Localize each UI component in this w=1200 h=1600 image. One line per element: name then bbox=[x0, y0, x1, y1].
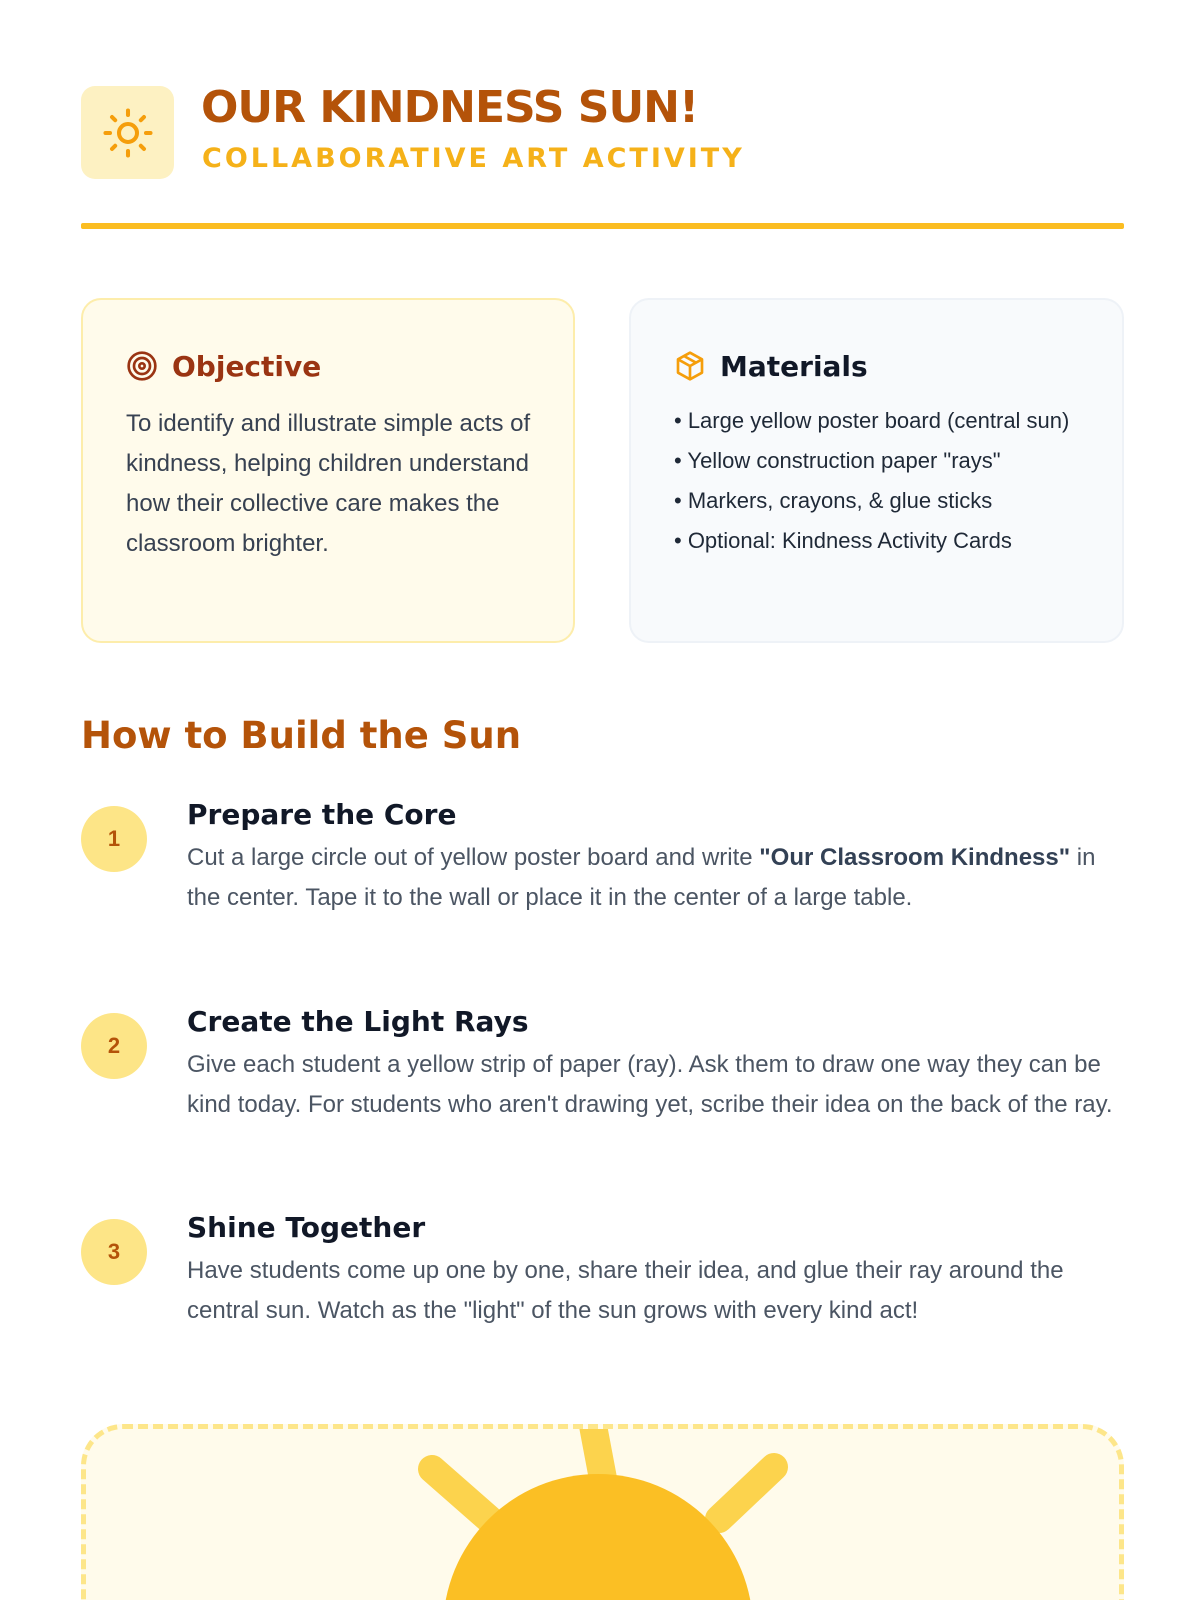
materials-header bbox=[674, 348, 1080, 384]
step-title: Prepare the Core bbox=[187, 798, 457, 831]
page-header bbox=[81, 82, 1124, 230]
list-item: • Markers, crayons, & glue sticks bbox=[674, 488, 993, 513]
step-body-emphasis: "Our Classroom Kindness" bbox=[759, 844, 1071, 871]
objective-text: To identify and illustrate simple acts of kindness, helping children understand how their collective care makes the classroom brighter. bbox=[126, 410, 531, 557]
materials-title: Materials bbox=[720, 349, 868, 383]
logo bbox=[81, 86, 174, 179]
page-title: OUR KINDNESS SUN! bbox=[201, 82, 699, 133]
sun-illustration bbox=[86, 1429, 1119, 1600]
objective-card bbox=[81, 298, 575, 643]
box-icon bbox=[674, 350, 706, 382]
step-number: 1 bbox=[81, 806, 147, 872]
objective-header bbox=[126, 348, 531, 384]
list-item: • Yellow construction paper "rays" bbox=[674, 448, 1001, 473]
sun-icon bbox=[101, 106, 155, 160]
step-number: 3 bbox=[81, 1219, 147, 1285]
step-body-text: Cut a large circle out of yellow poster board and write bbox=[187, 844, 760, 871]
step-number: 2 bbox=[81, 1013, 147, 1079]
sun-ray bbox=[432, 1469, 489, 1519]
objective-title: Objective bbox=[172, 349, 322, 383]
section-title: How to Build the Sun bbox=[81, 714, 522, 757]
list-item: • Optional: Kindness Activity Cards bbox=[674, 528, 1012, 553]
step-body-text: in the center. Tape it to the wall or place it in the center of a large table. bbox=[187, 844, 1096, 911]
sun-illustration-panel bbox=[81, 1424, 1124, 1600]
sun-core bbox=[443, 1474, 753, 1600]
page-subtitle: COLLABORATIVE ART ACTIVITY bbox=[202, 143, 745, 174]
step-body: Give each student a yellow strip of paper (ray). Ask them to draw one way they can be kind today. For students who aren't drawing yet, scribe their idea on the back of the ray. bbox=[187, 1051, 1113, 1118]
target-icon bbox=[126, 350, 158, 382]
list-item: • Large yellow poster board (central sun) bbox=[674, 408, 1070, 433]
step-body bbox=[187, 838, 1124, 918]
header-divider bbox=[81, 223, 1124, 229]
materials-list bbox=[674, 404, 1080, 557]
step-body: Have students come up one by one, share their idea, and glue their ray around the central sun. Watch as the "light" of the sun grows with every kind act! bbox=[187, 1257, 1064, 1324]
step-title: Shine Together bbox=[187, 1211, 426, 1244]
materials-card bbox=[629, 298, 1124, 643]
step-title: Create the Light Rays bbox=[187, 1005, 529, 1038]
sun-ray bbox=[719, 1467, 774, 1519]
